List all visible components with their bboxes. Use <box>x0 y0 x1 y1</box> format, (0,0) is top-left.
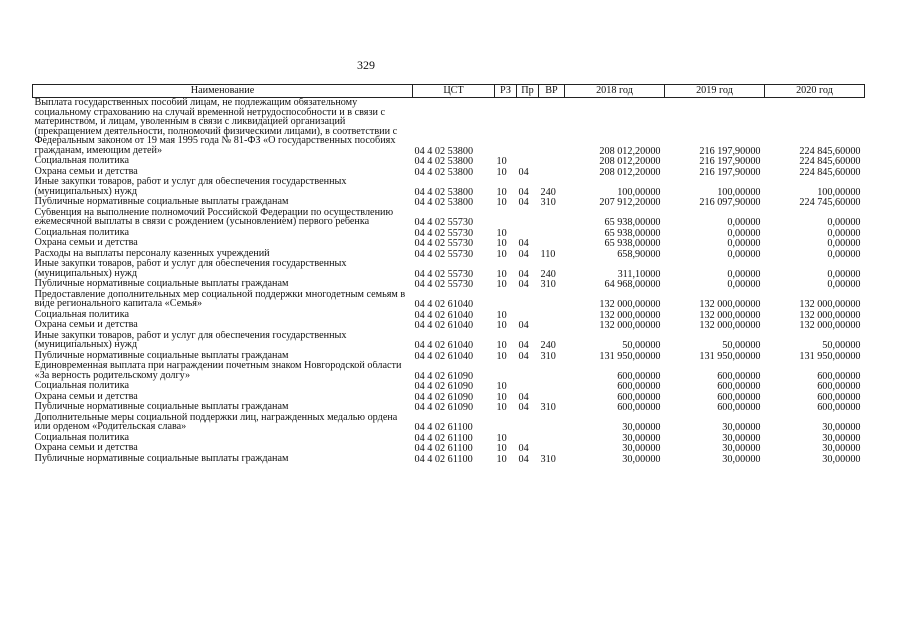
cell-2018: 64 968,00000 <box>604 279 661 290</box>
cell-vr: 310 <box>540 279 556 290</box>
header-2020: 2020 год <box>765 85 865 98</box>
cell-name: Публичные нормативные социальные выплаты гражданам <box>34 453 289 464</box>
cell-pr: 04 <box>518 340 529 351</box>
table-row <box>33 228 865 239</box>
cell-2020: 600,00000 <box>817 381 861 392</box>
table-row <box>33 310 865 321</box>
cell-cst: 04 4 02 53800 <box>414 186 474 197</box>
header-name: Наименование <box>33 85 413 98</box>
cell-2019: 0,00000 <box>727 268 761 279</box>
cell-pr: 04 <box>518 453 529 464</box>
table-row <box>33 331 865 351</box>
cell-2020: 0,00000 <box>827 227 861 238</box>
cell-cst: 04 4 02 61090 <box>414 391 474 402</box>
cell-2019: 0,00000 <box>727 227 761 238</box>
cell-2019: 100,00000 <box>717 186 761 197</box>
cell-cst: 04 4 02 61090 <box>414 370 474 381</box>
cell-vr <box>539 443 565 454</box>
cell-2020: 0,00000 <box>827 248 861 259</box>
cell-pr <box>517 433 539 444</box>
cell-2018: 30,00000 <box>622 432 661 443</box>
cell-pr <box>517 361 539 381</box>
cell-rz <box>495 361 517 381</box>
cell-2019: 600,00000 <box>717 391 761 402</box>
cell-2019: 50,00000 <box>722 340 761 351</box>
cell-2018: 311,10000 <box>617 268 661 279</box>
table-row <box>33 238 865 249</box>
cell-2018: 207 912,20000 <box>599 197 661 208</box>
cell-vr <box>539 156 565 167</box>
cell-vr <box>539 381 565 392</box>
cell-2020: 600,00000 <box>817 370 861 381</box>
table-row <box>33 279 865 290</box>
cell-name: Иные закупки товаров, работ и услуг для обеспечения государственных (муниципальных) нужд <box>34 259 347 279</box>
cell-vr <box>539 238 565 249</box>
cell-cst: 04 4 02 55730 <box>414 238 474 249</box>
cell-2020: 100,00000 <box>817 186 861 197</box>
cell-cst: 04 4 02 55730 <box>414 248 474 259</box>
table-row <box>33 167 865 178</box>
cell-name: Социальная политика <box>34 309 130 320</box>
cell-vr: 240 <box>540 268 556 279</box>
cell-2018: 30,00000 <box>622 453 661 464</box>
cell-vr <box>539 320 565 331</box>
cell-2019: 30,00000 <box>722 432 761 443</box>
cell-pr: 04 <box>518 350 529 361</box>
cell-2018: 65 938,00000 <box>604 217 661 228</box>
cell-pr: 04 <box>518 391 529 402</box>
cell-name: Иные закупки товаров, работ и услуг для обеспечения государственных (муниципальных) нужд <box>34 330 347 350</box>
cell-vr <box>539 290 565 310</box>
cell-cst: 04 4 02 61100 <box>414 432 473 443</box>
cell-vr <box>539 228 565 239</box>
cell-2018: 131 950,00000 <box>599 350 661 361</box>
cell-vr: 310 <box>540 402 556 413</box>
table-row <box>33 177 865 197</box>
cell-cst: 04 4 02 55730 <box>414 217 474 228</box>
cell-2019: 216 097,90000 <box>699 197 761 208</box>
cell-name: Публичные нормативные социальные выплаты гражданам <box>34 350 289 361</box>
cell-rz: 10 <box>496 238 507 249</box>
cell-rz: 10 <box>496 268 507 279</box>
cell-pr <box>517 413 539 433</box>
cell-cst: 04 4 02 61090 <box>414 402 474 413</box>
cell-2020: 600,00000 <box>817 402 861 413</box>
cell-name: Социальная политика <box>34 227 130 238</box>
table-row <box>33 351 865 362</box>
budget-table <box>32 84 865 464</box>
table-row <box>33 156 865 167</box>
cell-vr <box>539 392 565 403</box>
cell-2018: 65 938,00000 <box>604 238 661 249</box>
cell-2018: 600,00000 <box>617 370 661 381</box>
cell-pr: 04 <box>518 320 529 331</box>
cell-2018: 100,00000 <box>617 186 661 197</box>
table-row <box>33 259 865 279</box>
cell-2020: 224 845,60000 <box>799 145 861 156</box>
table-row <box>33 98 865 157</box>
cell-2019: 131 950,00000 <box>699 350 761 361</box>
cell-cst: 04 4 02 61100 <box>414 453 473 464</box>
cell-vr <box>539 413 565 433</box>
cell-rz: 10 <box>496 391 507 402</box>
cell-rz: 10 <box>496 166 507 177</box>
cell-name: Публичные нормативные социальные выплаты гражданам <box>34 279 289 289</box>
cell-2019: 132 000,00000 <box>699 320 761 331</box>
cell-rz: 10 <box>496 381 507 392</box>
cell-2020: 30,00000 <box>822 443 861 454</box>
table-row <box>33 392 865 403</box>
cell-2018: 132 000,00000 <box>599 309 661 320</box>
cell-pr: 04 <box>518 238 529 249</box>
cell-rz: 10 <box>496 279 507 290</box>
cell-2018: 132 000,00000 <box>599 320 661 331</box>
cell-pr <box>517 98 539 157</box>
cell-2019: 216 197,90000 <box>699 145 761 156</box>
cell-2019: 132 000,00000 <box>699 309 761 320</box>
cell-vr <box>539 167 565 178</box>
cell-pr: 04 <box>518 186 529 197</box>
table-row <box>33 320 865 331</box>
cell-2020: 132 000,00000 <box>799 320 861 331</box>
cell-2020: 30,00000 <box>822 453 861 464</box>
cell-name: Охрана семьи и детства <box>34 320 138 330</box>
cell-name: Публичные нормативные социальные выплаты гражданам <box>34 197 289 207</box>
cell-vr: 310 <box>540 453 556 464</box>
cell-2019: 0,00000 <box>727 238 761 249</box>
cell-pr: 04 <box>518 279 529 290</box>
cell-cst: 04 4 02 61040 <box>414 350 474 361</box>
cell-2019: 0,00000 <box>727 248 761 259</box>
header-pr: Пр <box>517 85 539 98</box>
cell-vr <box>539 208 565 228</box>
cell-vr <box>539 361 565 381</box>
cell-pr <box>517 381 539 392</box>
cell-2019: 600,00000 <box>717 381 761 392</box>
table-row <box>33 208 865 228</box>
cell-2019: 600,00000 <box>717 402 761 413</box>
cell-name: Социальная политика <box>34 381 130 391</box>
cell-rz <box>495 98 517 157</box>
cell-name: Охрана семьи и детства <box>34 238 138 248</box>
cell-rz: 10 <box>496 227 507 238</box>
cell-2018: 30,00000 <box>622 443 661 454</box>
cell-name: Единовременная выплата при награждении почетным знаком Новгородской области «За верность родительскому долгу» <box>34 361 402 381</box>
cell-cst: 04 4 02 61100 <box>414 443 473 454</box>
table-row <box>33 197 865 208</box>
cell-2020: 224 745,60000 <box>799 197 861 208</box>
cell-pr: 04 <box>518 248 529 259</box>
cell-2019: 30,00000 <box>722 443 761 454</box>
cell-2020: 0,00000 <box>827 268 861 279</box>
header-vr: ВР <box>539 85 565 98</box>
cell-pr <box>517 208 539 228</box>
header-rz: РЗ <box>495 85 517 98</box>
header-2018: 2018 год <box>565 85 665 98</box>
table-row <box>33 413 865 433</box>
cell-rz <box>495 413 517 433</box>
cell-2019: 216 197,90000 <box>699 166 761 177</box>
header-2019: 2019 год <box>665 85 765 98</box>
cell-name: Расходы на выплаты персоналу казенных учреждений <box>34 248 270 259</box>
cell-vr <box>539 310 565 321</box>
cell-2020: 30,00000 <box>822 432 861 443</box>
cell-cst: 04 4 02 55730 <box>414 279 474 290</box>
cell-name: Субвенция на выполнение полномочий Российской Федерации по осуществлению ежемесячной выплаты в связи с рождением (усыновлением) первого ребенка <box>34 207 394 227</box>
cell-rz: 10 <box>496 443 507 454</box>
cell-2018: 132 000,00000 <box>599 299 661 310</box>
cell-2019: 0,00000 <box>727 279 761 290</box>
cell-rz: 10 <box>496 453 507 464</box>
cell-2018: 65 938,00000 <box>604 227 661 238</box>
cell-rz: 10 <box>496 402 507 413</box>
cell-2020: 224 845,60000 <box>799 156 861 167</box>
table-row <box>33 443 865 454</box>
cell-rz: 10 <box>496 248 507 259</box>
cell-2019: 30,00000 <box>722 453 761 464</box>
cell-2020: 131 950,00000 <box>799 350 861 361</box>
cell-cst: 04 4 02 53800 <box>414 145 474 156</box>
table-header-row <box>33 85 865 98</box>
cell-2020: 224 845,60000 <box>799 166 861 177</box>
cell-2018: 658,90000 <box>617 248 661 259</box>
cell-pr <box>517 156 539 167</box>
cell-cst: 04 4 02 61040 <box>414 320 474 331</box>
cell-pr: 04 <box>518 268 529 279</box>
cell-pr: 04 <box>518 402 529 413</box>
cell-2019: 0,00000 <box>727 217 761 228</box>
cell-vr: 240 <box>540 186 556 197</box>
header-cst: ЦСТ <box>413 85 495 98</box>
cell-vr <box>539 433 565 444</box>
cell-pr <box>517 290 539 310</box>
cell-2018: 208 012,20000 <box>599 166 661 177</box>
cell-2018: 600,00000 <box>617 381 661 392</box>
cell-rz: 10 <box>496 340 507 351</box>
cell-2018: 600,00000 <box>617 402 661 413</box>
cell-2020: 30,00000 <box>822 422 861 433</box>
cell-pr: 04 <box>518 166 529 177</box>
cell-vr: 310 <box>540 350 556 361</box>
cell-cst: 04 4 02 53800 <box>414 156 474 167</box>
cell-rz: 10 <box>496 432 507 443</box>
cell-rz: 10 <box>496 156 507 167</box>
cell-cst: 04 4 02 53800 <box>414 197 474 208</box>
cell-pr <box>517 228 539 239</box>
cell-2018: 30,00000 <box>622 422 661 433</box>
cell-name: Выплата государственных пособий лицам, не подлежащим обязательному социальному страхованию на случай временной нетрудоспособности и в связи с материнством, и лицам, уволенным в связи с ликвидацией организаций (прекращением деятельности, полномочий физическими лицами), в соответствии с Федеральным законом от 19 мая 1995 года № 81-ФЗ «О государственных пособиях гражданам, имеющим детей» <box>34 97 398 156</box>
cell-2018: 208 012,20000 <box>599 156 661 167</box>
cell-rz: 10 <box>496 197 507 208</box>
table-row <box>33 381 865 392</box>
cell-cst: 04 4 02 61090 <box>414 381 474 392</box>
cell-vr: 110 <box>540 248 556 259</box>
cell-2020: 132 000,00000 <box>799 309 861 320</box>
cell-2019: 30,00000 <box>722 422 761 433</box>
cell-2018: 208 012,20000 <box>599 145 661 156</box>
cell-cst: 04 4 02 61100 <box>414 422 473 433</box>
cell-2020: 0,00000 <box>827 238 861 249</box>
cell-2020: 0,00000 <box>827 279 861 290</box>
cell-2018: 600,00000 <box>617 391 661 402</box>
cell-name: Публичные нормативные социальные выплаты гражданам <box>34 402 289 412</box>
cell-cst: 04 4 02 55730 <box>414 268 474 279</box>
cell-name: Социальная политика <box>34 156 130 166</box>
cell-2019: 216 197,90000 <box>699 156 761 167</box>
table-row <box>33 454 865 465</box>
cell-name: Охрана семьи и детства <box>34 443 138 453</box>
cell-2020: 50,00000 <box>822 340 861 351</box>
cell-pr: 04 <box>518 197 529 208</box>
cell-rz: 10 <box>496 309 507 320</box>
cell-2019: 600,00000 <box>717 370 761 381</box>
table-row <box>33 290 865 310</box>
cell-rz <box>495 290 517 310</box>
table-row <box>33 361 865 381</box>
cell-name: Социальная политика <box>34 432 130 443</box>
page-number: 329 <box>357 58 375 72</box>
cell-rz: 10 <box>496 350 507 361</box>
cell-cst: 04 4 02 53800 <box>414 166 474 177</box>
cell-cst: 04 4 02 61040 <box>414 299 474 310</box>
cell-vr: 310 <box>540 197 556 208</box>
cell-pr: 04 <box>518 443 529 454</box>
cell-cst: 04 4 02 61040 <box>414 309 474 320</box>
table-row <box>33 402 865 413</box>
cell-rz: 10 <box>496 186 507 197</box>
table-body <box>33 98 865 465</box>
cell-name: Охрана семьи и детства <box>34 166 138 177</box>
cell-name: Дополнительные меры социальной поддержки лиц, награжденных медалью ордена или орденом «Родительская слава» <box>34 412 398 432</box>
cell-name: Иные закупки товаров, работ и услуг для обеспечения государственных (муниципальных) нужд <box>34 177 347 197</box>
cell-name: Охрана семьи и детства <box>34 391 138 402</box>
cell-2020: 0,00000 <box>827 217 861 228</box>
cell-vr <box>539 98 565 157</box>
cell-2019: 132 000,00000 <box>699 299 761 310</box>
cell-rz <box>495 208 517 228</box>
table-row <box>33 249 865 260</box>
cell-vr: 240 <box>540 340 556 351</box>
cell-2018: 50,00000 <box>622 340 661 351</box>
cell-2020: 600,00000 <box>817 391 861 402</box>
cell-name: Предоставление дополнительных мер социальной поддержки многодетным семьям в виде регионального капитала «Семья» <box>34 289 406 309</box>
cell-2020: 132 000,00000 <box>799 299 861 310</box>
cell-cst: 04 4 02 61040 <box>414 340 474 351</box>
cell-cst: 04 4 02 55730 <box>414 227 474 238</box>
table-row <box>33 433 865 444</box>
cell-rz: 10 <box>496 320 507 331</box>
cell-pr <box>517 310 539 321</box>
